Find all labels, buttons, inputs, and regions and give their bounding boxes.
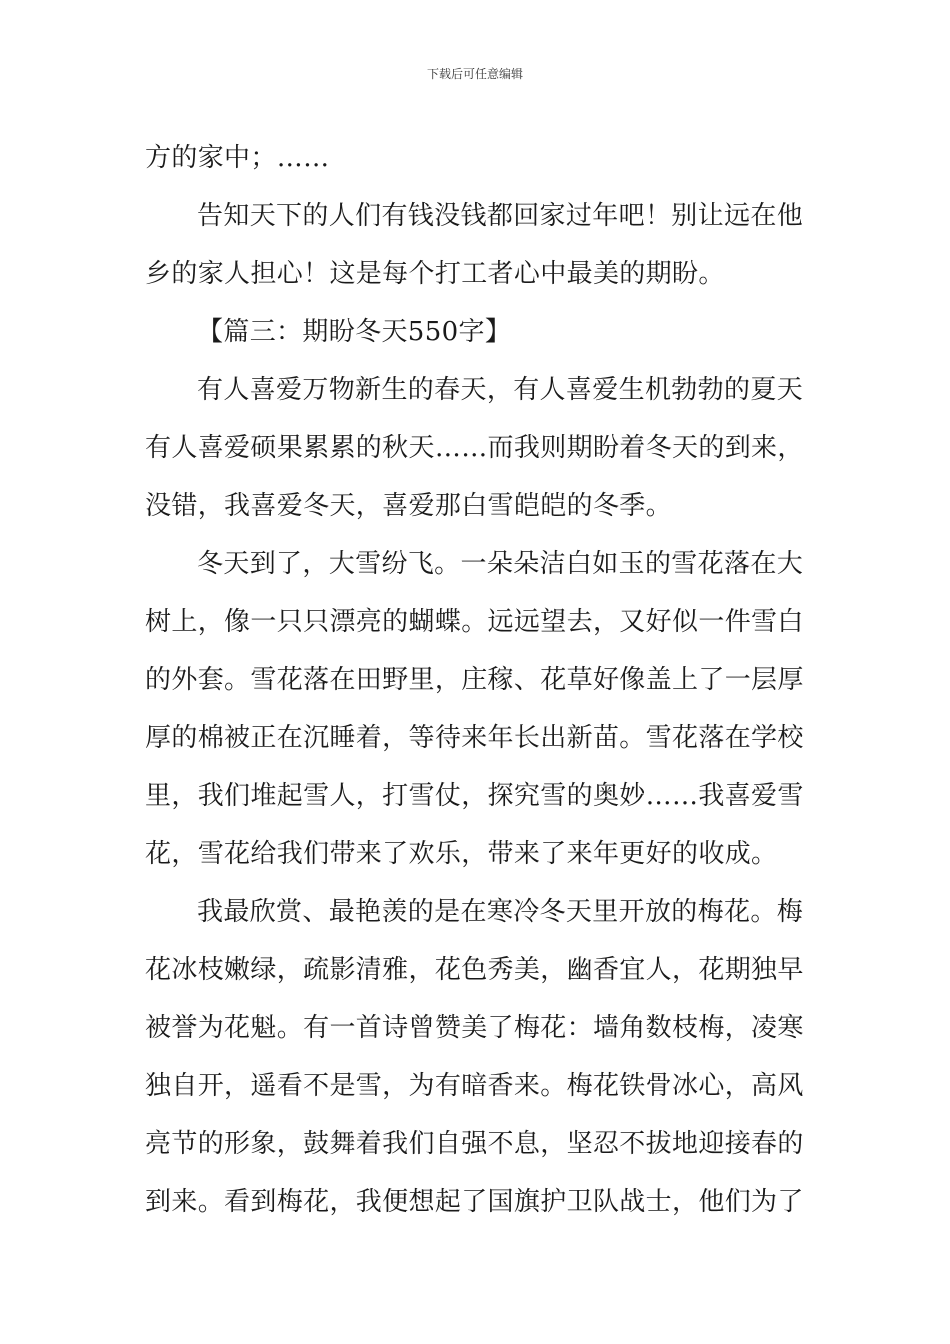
text-line: 冬天到了，大雪纷飞。一朵朵洁白如玉的雪花落在大 (197, 549, 804, 579)
text-line: 被誉为花魁。有一首诗曾赞美了梅花：墙角数枝梅，凌寒 (145, 1013, 804, 1043)
text-line: 里，我们堆起雪人，打雪仗，探究雪的奥妙……我喜爱雪 (145, 781, 804, 811)
text-line: 方的家中；…… (145, 143, 330, 173)
text-line: 花，雪花给我们带来了欢乐，带来了来年更好的收成。 (145, 839, 778, 869)
text-line: 告知天下的人们有钱没钱都回家过年吧！别让远在他 (197, 201, 804, 231)
text-line: 花冰枝嫩绿，疏影清雅，花色秀美，幽香宜人，花期独早 (145, 955, 804, 985)
page-header: 下载后可任意编辑 (426, 67, 523, 81)
text-line: 乡的家人担心！这是每个打工者心中最美的期盼。 (145, 259, 725, 289)
text-line: 的外套。雪花落在田野里，庄稼、花草好像盖上了一层厚 (145, 665, 804, 695)
text-line: 没错，我喜爱冬天，喜爱那白雪皑皑的冬季。 (145, 491, 673, 521)
text-line: 我最欣赏、最艳羡的是在寒冷冬天里开放的梅花。梅 (197, 897, 804, 927)
text-line: 厚的棉被正在沉睡着，等待来年长出新苗。雪花落在学校 (145, 723, 804, 753)
text-line: 有人喜爱硕果累累的秋天……而我则期盼着冬天的到来， (145, 433, 804, 463)
document-body (145, 129, 807, 1231)
text-line: 独自开，遥看不是雪，为有暗香来。梅花铁骨冰心，高风 (145, 1071, 804, 1101)
text-line: 到来。看到梅花，我便想起了国旗护卫队战士，他们为了 (145, 1187, 804, 1217)
text-line: 树上，像一只只漂亮的蝴蝶。远远望去，又好似一件雪白 (145, 607, 804, 637)
text-line: 亮节的形象，鼓舞着我们自强不息，坚忍不拔地迎接春的 (145, 1129, 804, 1159)
text-line: 有人喜爱万物新生的春天，有人喜爱生机勃勃的夏天 (197, 375, 804, 405)
text-line: 【篇三：期盼冬天550字】 (197, 317, 512, 347)
